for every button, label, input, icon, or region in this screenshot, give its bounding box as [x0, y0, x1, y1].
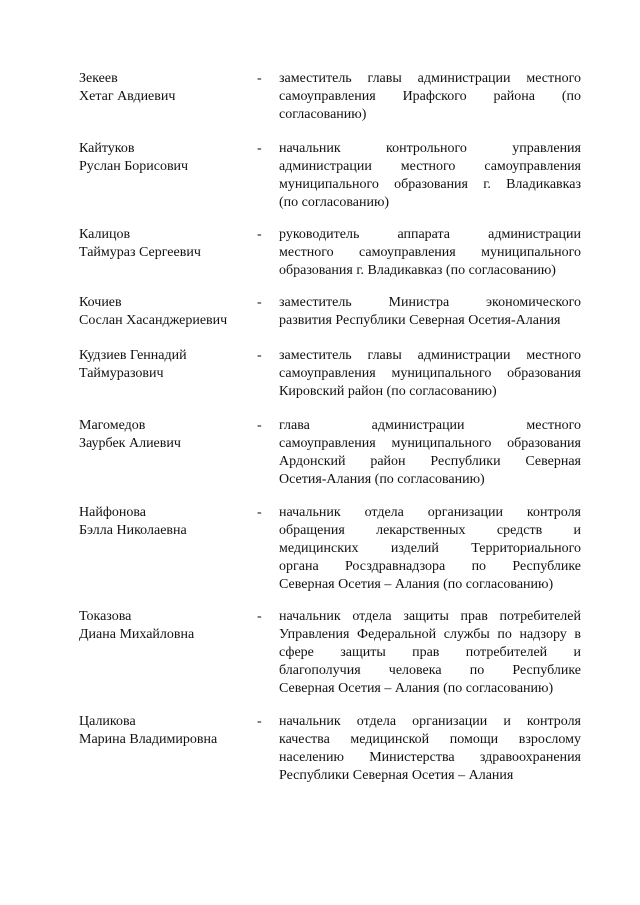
position-line: (по согласованию): [279, 195, 390, 210]
member-position: [279, 226, 581, 280]
position-line: органа Росздравнадзора по Республике: [279, 559, 581, 574]
dash-separator: -: [257, 141, 262, 156]
position-line: самоуправления муниципального образования: [279, 436, 581, 451]
member-name: Цаликова Марина Владимировна: [79, 714, 218, 747]
member-name: Кочиев Сослан Хасанджериевич: [79, 295, 228, 328]
member-position: [279, 70, 581, 124]
member-name: Найфонова Бэлла Николаевна: [79, 505, 187, 538]
member-position: [279, 713, 581, 785]
member-position: [279, 504, 581, 594]
dash-separator: -: [257, 609, 262, 624]
position-line: качества медицинской помощи взрослому: [279, 732, 581, 747]
dash-separator: -: [257, 227, 262, 242]
position-line: муниципального образования г. Владикавказ: [279, 177, 581, 192]
dash-separator: -: [257, 348, 262, 363]
position-line: Кировский район (по согласованию): [279, 384, 497, 399]
member-name: Калицов Таймураз Сергеевич: [79, 227, 201, 260]
position-line: согласованию): [279, 107, 367, 122]
position-line: развития Республики Северная Осетия-Алания: [279, 313, 561, 328]
position-line: медицинских изделий Территориального: [279, 541, 581, 556]
position-line: начальник отдела организации и контроля: [279, 714, 581, 729]
position-line: заместитель Министра экономического: [279, 295, 581, 310]
position-line: начальник отдела организации контроля: [279, 505, 581, 520]
member-position: [279, 608, 581, 698]
position-line: обращения лекарственных средств и: [279, 523, 581, 538]
position-line: заместитель главы администрации местного: [279, 71, 581, 86]
position-line: заместитель главы администрации местного: [279, 348, 581, 363]
position-line: самоуправления Ирафского района (по: [279, 89, 581, 104]
position-line: глава администрации местного: [279, 418, 581, 433]
member-position: [279, 140, 581, 212]
dash-separator: -: [257, 505, 262, 520]
dash-separator: -: [257, 714, 262, 729]
position-line: Ардонский район Республики Северная: [279, 454, 581, 469]
member-name: Зекеев Хетаг Авдиевич: [79, 71, 176, 104]
position-line: начальник контрольного управления: [279, 141, 581, 156]
member-position: [279, 294, 581, 330]
dash-separator: -: [257, 295, 262, 310]
position-line: руководитель аппарата администрации: [279, 227, 581, 242]
position-line: Северная Осетия – Алания (по согласованию): [279, 577, 554, 592]
member-name: Магомедов Заурбек Алиевич: [79, 418, 181, 451]
position-line: сфере защиты прав потребителей и: [279, 645, 581, 660]
member-position: [279, 417, 581, 489]
position-line: благополучия человека по Республике: [279, 663, 581, 678]
dash-separator: -: [257, 418, 262, 433]
member-name: Токазова Диана Михайловна: [79, 609, 195, 642]
member-position: [279, 347, 581, 401]
member-name: Кудзиев Геннадий Таймуразович: [79, 348, 187, 381]
position-line: образования г. Владикавказ (по согласованию): [279, 263, 556, 278]
position-line: самоуправления муниципального образования: [279, 366, 581, 381]
position-line: администрации местного самоуправления: [279, 159, 581, 174]
position-line: Управления Федеральной службы по надзору в: [279, 627, 581, 642]
position-line: населению Министерства здравоохранения: [279, 750, 581, 765]
dash-separator: -: [257, 71, 262, 86]
member-name: Кайтуков Руслан Борисович: [79, 141, 189, 174]
position-line: местного самоуправления муниципального: [279, 245, 581, 260]
position-line: Осетия-Алания (по согласованию): [279, 472, 485, 487]
position-line: начальник отдела защиты прав потребителей: [279, 609, 581, 624]
position-line: Северная Осетия – Алания (по согласованию): [279, 681, 554, 696]
position-line: Республики Северная Осетия – Алания: [279, 768, 514, 783]
